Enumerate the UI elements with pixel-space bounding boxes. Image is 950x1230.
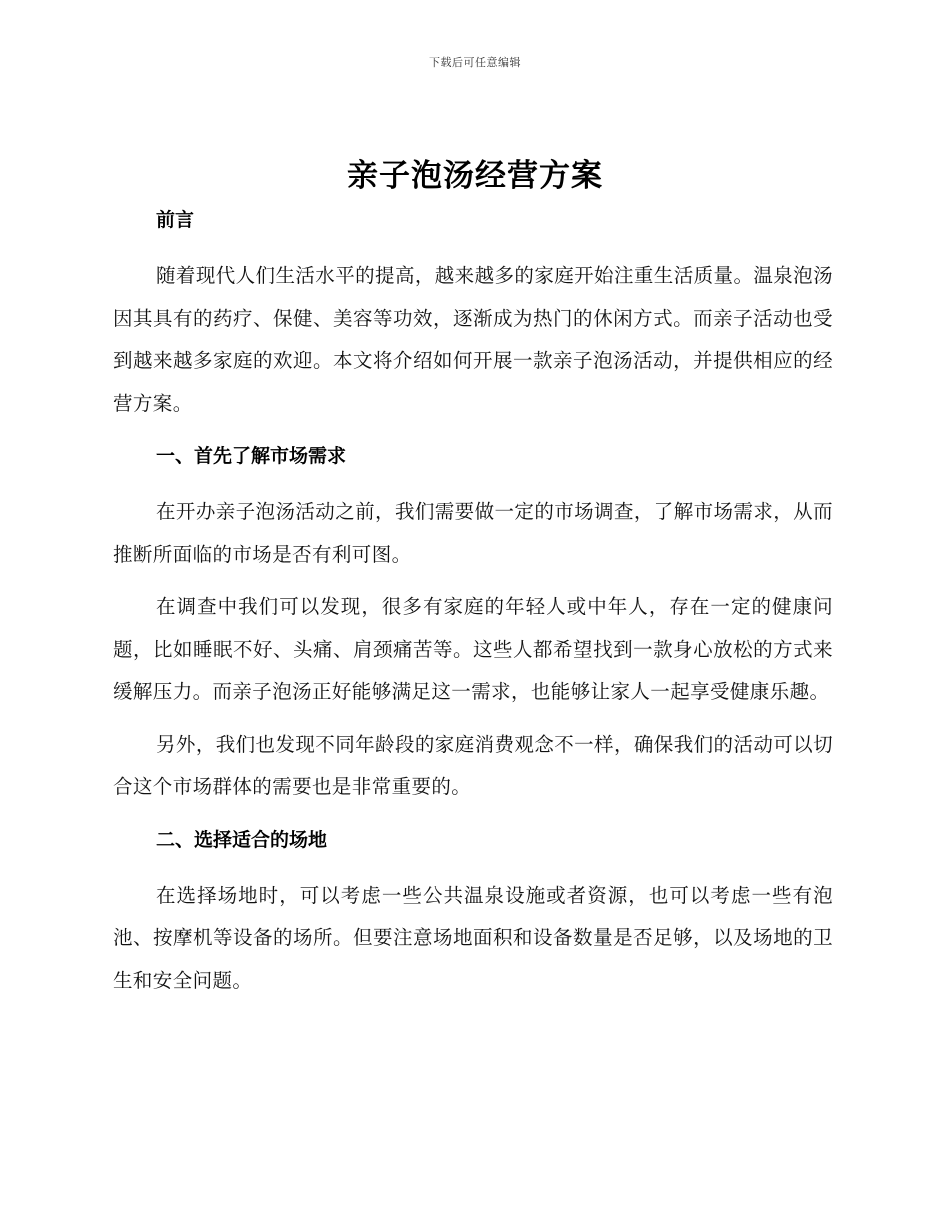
paragraph: 在选择场地时，可以考虑一些公共温泉设施或者资源，也可以考虑一些有泡池、按摩机等设备的场所。但要注意场地面积和设备数量是否足够，以及场地的卫生和安全问题。: [113, 883, 833, 992]
section-heading-preface: 前言: [156, 209, 195, 231]
paragraph: 另外，我们也发现不同年龄段的家庭消费观念不一样，确保我们的活动可以切合这个市场群体的需要也是非常重要的。: [113, 732, 833, 798]
paragraph: 在调查中我们可以发现，很多有家庭的年轻人或中年人，存在一定的健康问题，比如睡眠不好、头痛、肩颈痛苦等。这些人都希望找到一款身心放松的方式来缓解压力。而亲子泡汤正好能够满足这一需求，也能够让家人一起享受健康乐趣。: [113, 595, 833, 703]
document-title: 亲子泡汤经营方案: [347, 158, 603, 194]
paragraph: 在开办亲子泡汤活动之前，我们需要做一定的市场调查，了解市场需求，从而推断所面临的市场是否有利可图。: [113, 500, 833, 566]
section-heading-venue-selection: 二、选择适合的场地: [156, 828, 328, 851]
document-body: [113, 203, 833, 1002]
section-heading-market-demand: 一、首先了解市场需求: [156, 445, 347, 467]
paragraph: 随着现代人们生活水平的提高，越来越多的家庭开始注重生活质量。温泉泡汤因其具有的药疗、保健、美容等功效，逐渐成为热门的休闲方式。而亲子活动也受到越来越多家庭的欢迎。本文将介绍如何开展一款亲子泡汤活动，并提供相应的经营方案。: [113, 264, 833, 415]
header-note: 下载后可任意编辑: [429, 56, 521, 69]
